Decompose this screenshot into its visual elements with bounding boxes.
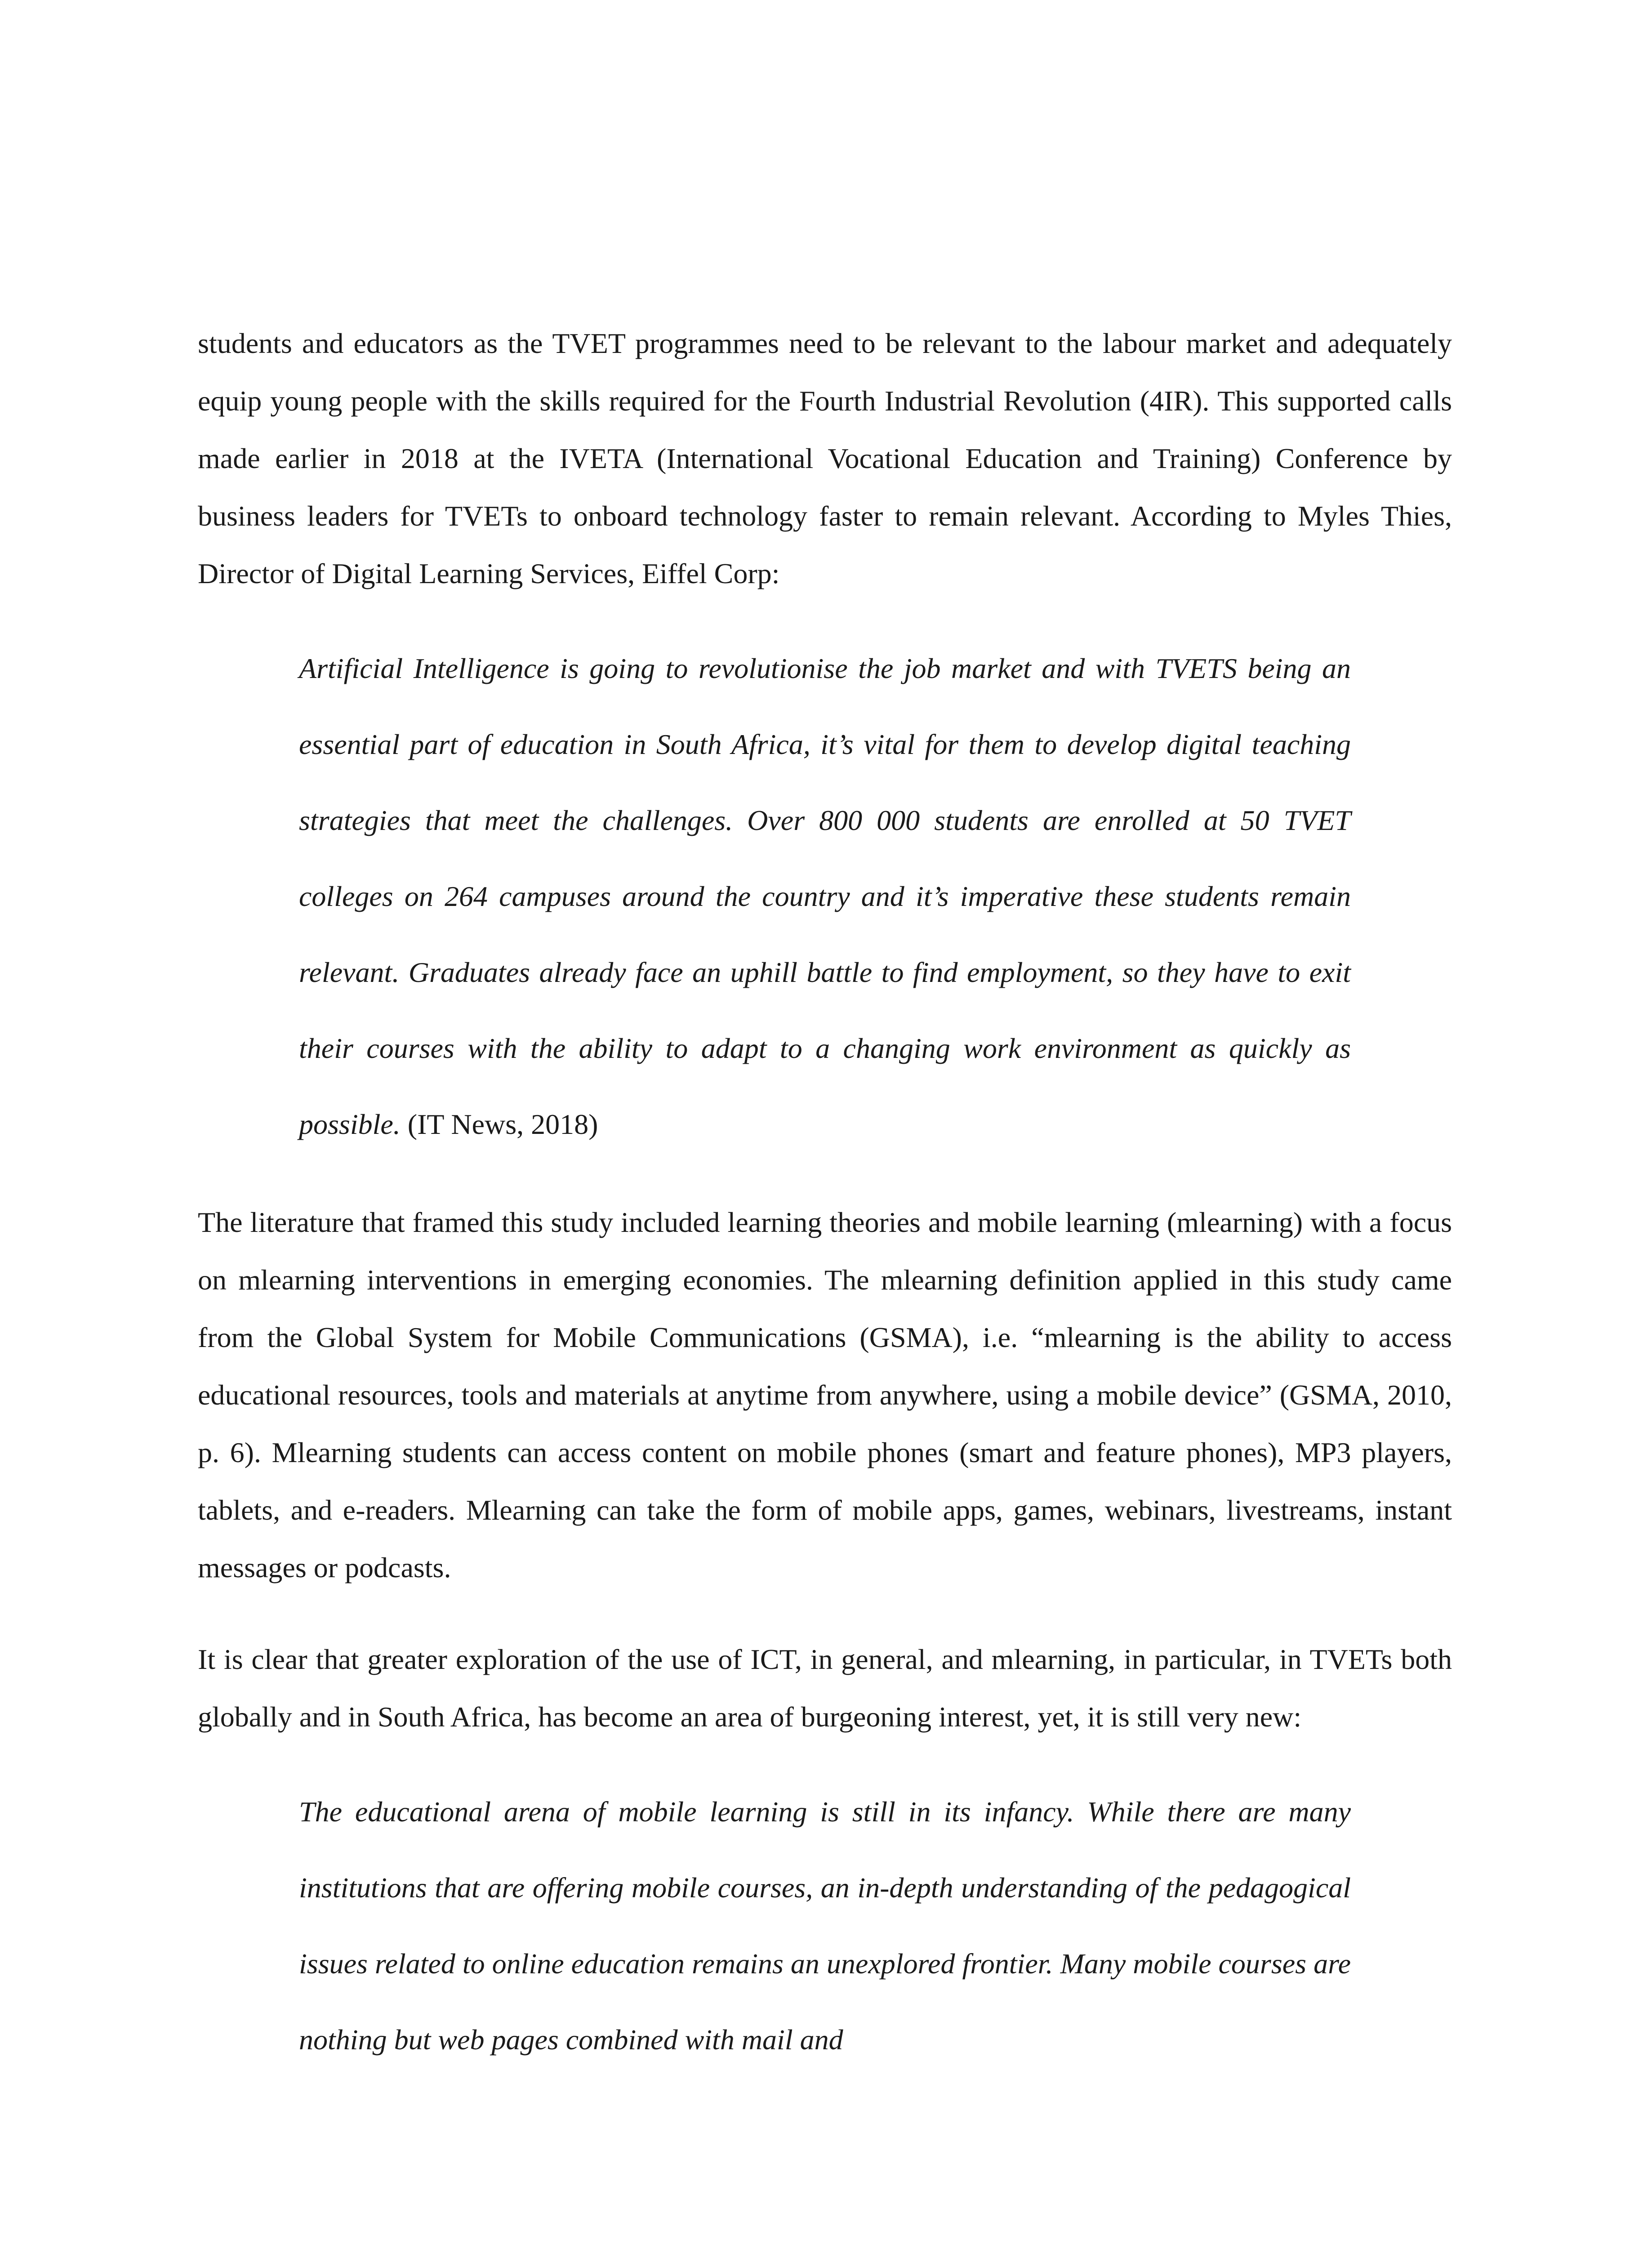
quote-text: The educational arena of mobile learning is still in its infancy. While there are many institutions that are offering mobile courses, an in-depth understanding of the pedagogical issues related to online education remains an unexplored frontier. Many mobile courses are nothing but web pages combined with mail and (299, 1796, 1351, 2056)
body-paragraph: It is clear that greater exploration of the use of ICT, in general, and mlearning, in particular, in TVETs both globally and in South Africa, has become an area of burgeoning interest, yet, it is still very new: (198, 1643, 1452, 1733)
body-paragraph: students and educators as the TVET programmes need to be relevant to the labour market and adequately equip young people with the skills required for the Fourth Industrial Revolution (4IR). This supported calls made earlier in 2018 at the IVETA (International Vocational Education and Training) Conference by business leaders for TVETs to onboard technology faster to remain relevant. According to Myles Thies, Director of Digital Learning Services, Eiffel Corp: (198, 327, 1452, 589)
block-quote (299, 1774, 1351, 2078)
quote-citation: (IT News, 2018) (407, 1108, 598, 1140)
block-quote (299, 630, 1351, 1162)
page-body (198, 315, 1452, 2078)
body-paragraph: The literature that framed this study included learning theories and mobile learning (mlearning) with a focus on mlearning interventions in emerging economies. The mlearning definition applied in this study came from the Global System for Mobile Communications (GSMA), i.e. “mlearning is the ability to access educational resources, tools and materials at anytime from anywhere, using a mobile device” (GSMA, 2010, p. 6). Mlearning students can access content on mobile phones (smart and feature phones), MP3 players, tablets, and e-readers. Mlearning can take the form of mobile apps, games, webinars, livestreams, instant messages or podcasts. (198, 1206, 1452, 1583)
quote-text: Artificial Intelligence is going to revolutionise the job market and with TVETS being an essential part of education in South Africa, it’s vital for them to develop digital teaching strategies that meet the challenges. Over 800 000 students are enrolled at 50 TVET colleges on 264 campuses around the country and it’s imperative these students remain relevant. Graduates already face an uphill battle to find employment, so they have to exit their courses with the ability to adapt to a changing work environment as quickly as possible. (299, 652, 1351, 1140)
